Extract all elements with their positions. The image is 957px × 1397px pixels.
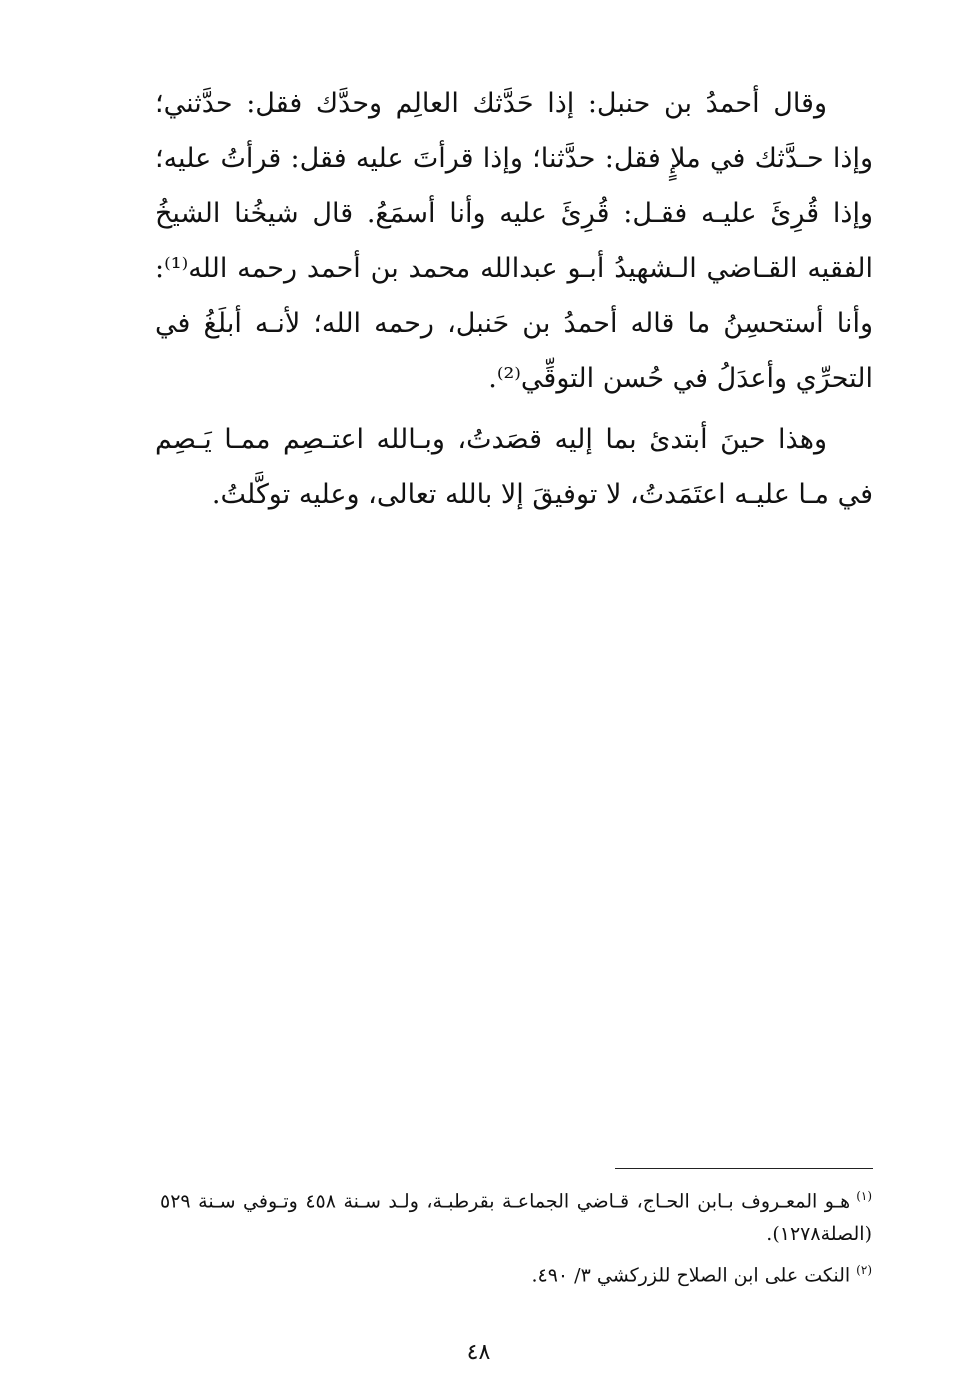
body-paragraph: وقال أحمدُ بن حنبل: إذا حَدَّثك العالِم وحدَّك فقل: حدَّثني؛ وإذا حـدَّثك في ملإٍ فقل: حدَّثنا؛ وإذا قرأتَ عليه فقل: قرأتُ عليه؛ وإذا قُرِئَ عليـه فقـل: قُرِئَ عليه وأنا أسمَعُ. قال شيخُنا الشيخُ الفقيه القـاضي الـشهيدُ أبـو عبدالله محمد بن أحمد رحمه الله⁽¹⁾: وأنا أستحسِنُ ما قاله أحمدُ بن حَنبل، رحمه الله؛ لأنـه أبلَغُ في التحرِّي وأعدَلُ في حُسن التوقِّي⁽²⁾. bbox=[155, 88, 873, 394]
page-number: ٤٨ bbox=[466, 1340, 491, 1365]
main-text-block bbox=[155, 76, 873, 528]
footnote-item bbox=[160, 1254, 872, 1292]
footnote-number: (٢) bbox=[856, 1263, 872, 1278]
footnote-number: (١) bbox=[856, 1189, 873, 1203]
footnote-text: النكت على ابن الصلاح للزركشي ٣/ ٤٩٠. bbox=[531, 1264, 851, 1287]
footnotes-section bbox=[160, 1180, 872, 1296]
footnote-item bbox=[160, 1180, 872, 1251]
footnote-separator bbox=[615, 1168, 873, 1169]
body-paragraph: وهذا حينَ أبتدئ بما إليه قصَدتُ، وبـالله اعتـصِم ممـا يَـصِم في مـا عليـه اعتَمَدتُ، لا توفيقَ إلا بالله تعالى، وعليه توكَّلتُ. bbox=[155, 424, 873, 510]
footnote-text: هـو المعـروف بـابن الحـاج، قـاضي الجماعـة بقرطبـة، ولـد سـنة ٤٥٨ وتـوفي سـنة ٥٢٩ (الصلة١٢٧٨). bbox=[160, 1190, 872, 1246]
